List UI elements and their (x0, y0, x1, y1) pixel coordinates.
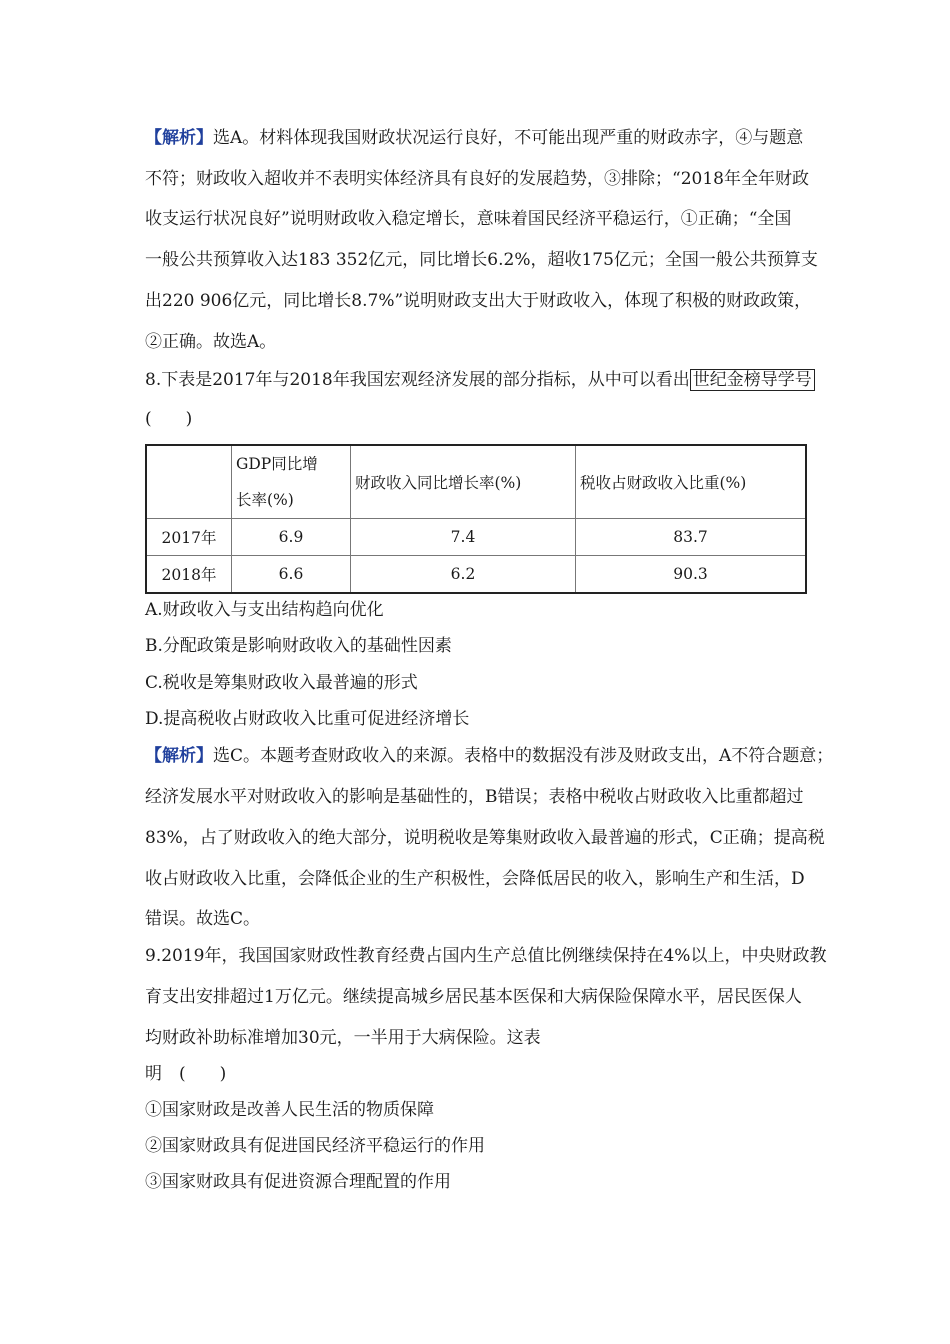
q9-option-2: ②国家财政具有促进国民经济平稳运行的作用 (145, 1136, 485, 1156)
q9-stem-line-2: 育支出安排超过1万亿元。继续提高城乡居民基本医保和大病保险保障水平，居民医保人 (145, 987, 802, 1007)
cell-tax: 90.3 (576, 556, 807, 594)
cell-year: 2018年 (146, 556, 232, 594)
q8-analysis-line-5: 错误。故选C。 (145, 909, 261, 929)
q8-option-b: B.分配政策是影响财政收入的基础性因素 (145, 636, 452, 656)
q9-stem-line-3: 均财政补助标准增加30元，一半用于大病保险。这表 (145, 1028, 541, 1048)
table-header-tax: 税收占财政收入比重(%) (576, 445, 807, 519)
q8-answer-paren: ( ) (145, 409, 193, 429)
q7-analysis-line-4: 一般公共预算收入达183 352亿元，同比增长6.2%，超收175亿元；全国一般公共预算支 (145, 250, 818, 270)
q8-option-c: C.税收是筹集财政收入最普遍的形式 (145, 673, 418, 693)
q7-analysis-line-5: 出220 906亿元，同比增长8.7%”说明财政支出大于财政收入，体现了积极的财政政策， (145, 291, 812, 311)
q7-analysis-line-6: ②正确。故选A。 (145, 332, 277, 352)
q8-option-a: A.财政收入与支出结构趋向优化 (145, 600, 384, 620)
q9-option-1: ①国家财政是改善人民生活的物质保障 (145, 1100, 434, 1120)
table-row (146, 556, 806, 594)
q7-analysis-line-1: 【解析】选A。材料体现我国财政状况运行良好，不可能出现严重的财政赤字，④与题意 (145, 128, 804, 148)
table-row (146, 519, 806, 556)
cell-gdp: 6.6 (232, 556, 351, 594)
cell-gdp: 6.9 (232, 519, 351, 556)
table-header-corner (146, 445, 232, 519)
table-header-row (146, 445, 806, 519)
analysis-label: 【解析】 (145, 746, 213, 766)
cell-revenue: 6.2 (351, 556, 576, 594)
q9-option-3: ③国家财政具有促进资源合理配置的作用 (145, 1172, 451, 1192)
q8-analysis-line-4: 收占财政收入比重，会降低企业的生产积极性，会降低居民的收入，影响生产和生活，D (145, 869, 805, 889)
q8-analysis-line-3: 83%，占了财政收入的绝大部分，说明税收是筹集财政收入最普遍的形式，C正确；提高税 (145, 828, 825, 848)
q7-analysis-line-2: 不符；财政收入超收并不表明实体经济具有良好的发展趋势，③排除；“2018年全年财政 (145, 169, 809, 189)
q8-stem: 8.下表是2017年与2018年我国宏观经济发展的部分指标，从中可以看出 世纪金榜导学号 (145, 369, 815, 391)
indicator-table (145, 444, 807, 594)
cell-tax: 83.7 (576, 519, 807, 556)
q8-option-d: D.提高税收占财政收入比重可促进经济增长 (145, 709, 470, 729)
q8-source-tag: 世纪金榜导学号 (690, 369, 815, 391)
analysis-label: 【解析】 (145, 128, 213, 148)
cell-year: 2017年 (146, 519, 232, 556)
q8-analysis-line-2: 经济发展水平对财政收入的影响是基础性的，B错误；表格中税收占财政收入比重都超过 (145, 787, 804, 807)
cell-revenue: 7.4 (351, 519, 576, 556)
q8-analysis-line-1: 【解析】选C。本题考查财政收入的来源。表格中的数据没有涉及财政支出，A不符合题意； (145, 746, 834, 766)
q7-analysis-line-3: 收支运行状况良好”说明财政收入稳定增长，意味着国民经济平稳运行，①正确；“全国 (145, 209, 792, 229)
table-header-gdp: GDP同比增 长率(%) (232, 445, 351, 519)
table-header-revenue: 财政收入同比增长率(%) (351, 445, 576, 519)
q9-stem-line-1: 9.2019年，我国国家财政性教育经费占国内生产总值比例继续保持在4%以上，中央财政教 (145, 946, 827, 966)
q9-stem-line-4: 明 ( ) (145, 1064, 227, 1084)
